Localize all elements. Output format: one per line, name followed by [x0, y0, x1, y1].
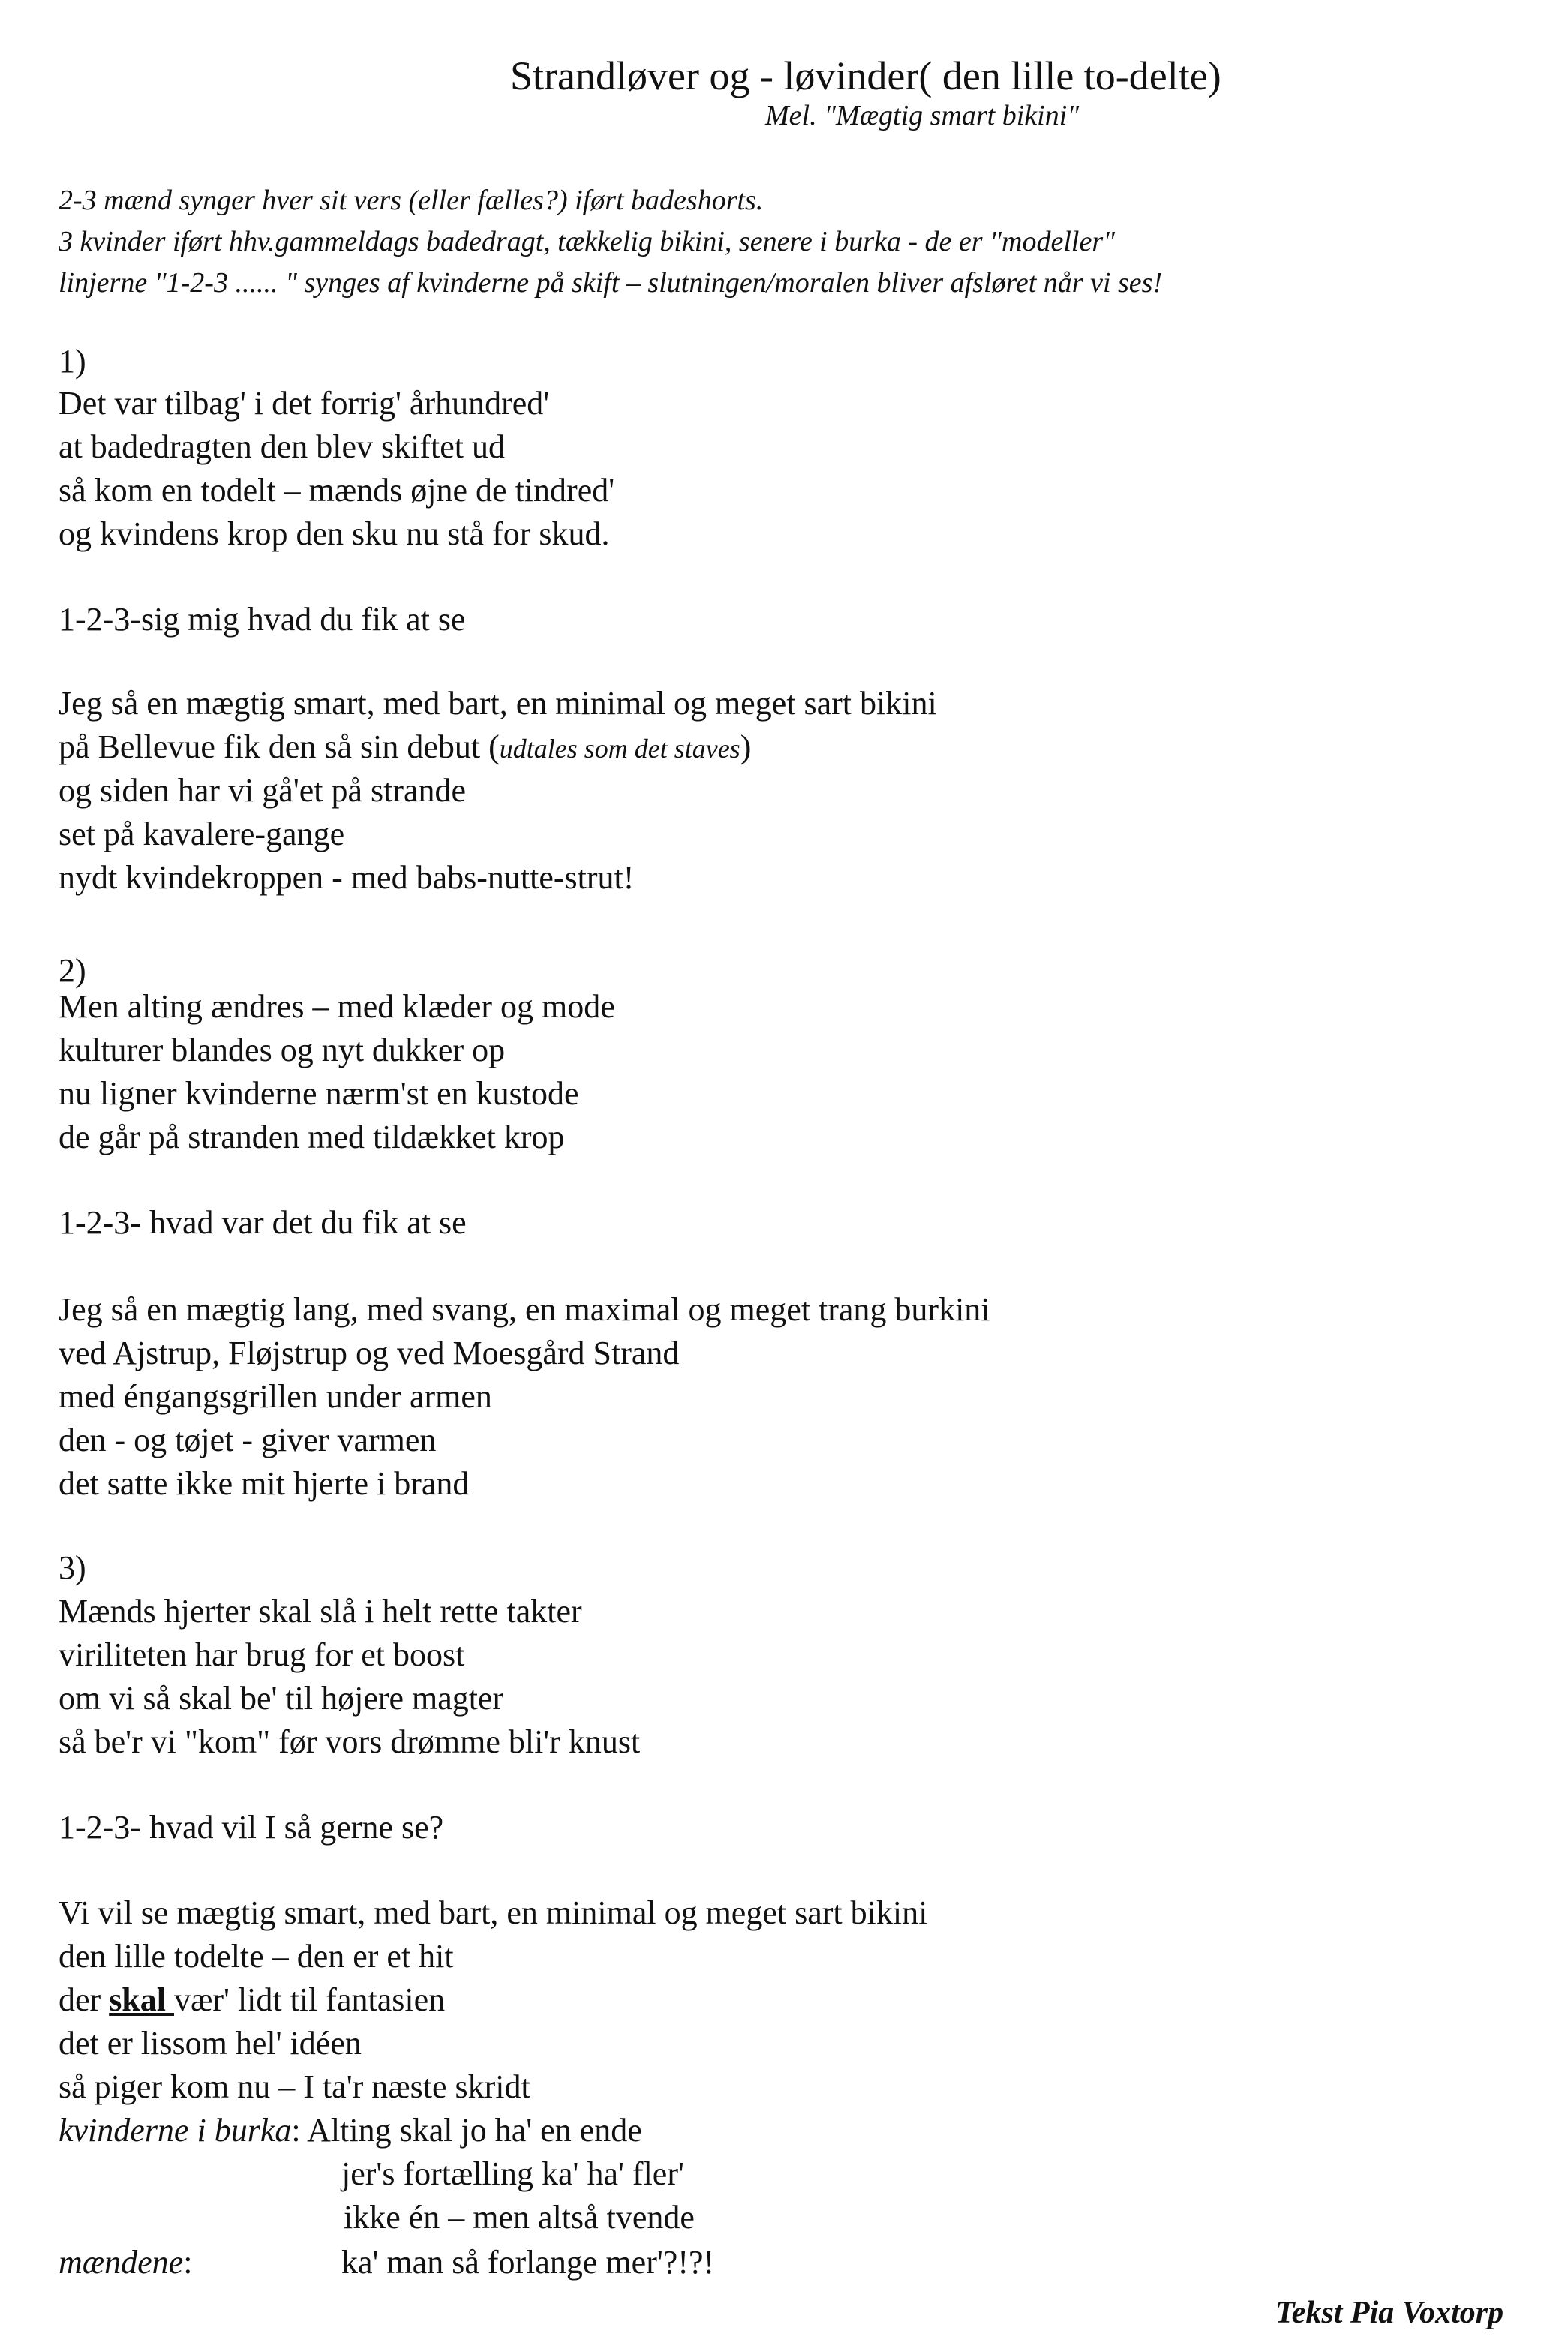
- verse-line: nu ligner kvinderne nærm'st en kustode: [59, 1075, 579, 1112]
- answer-line: der skal vær' lidt til fantasien: [59, 1981, 446, 2018]
- answer-line: det satte ikke mit hjerte i brand: [59, 1465, 470, 1502]
- answer-line: ved Ajstrup, Fløjstrup og ved Moesgård Strand: [59, 1335, 680, 1371]
- speaker-label: mændene:: [59, 2244, 193, 2281]
- answer-line: den lille todelte – den er et hit: [59, 1938, 454, 1975]
- verse-line: Men alting ændres – med klæder og mode: [59, 988, 615, 1025]
- answer-line: så piger kom nu – I ta'r næste skridt: [59, 2068, 530, 2105]
- answer-line: og siden har vi gå'et på strande: [59, 772, 467, 809]
- verse-line: Det var tilbag' i det forrig' århundred': [59, 385, 550, 422]
- call-line: 1-2-3- hvad vil I så gerne se?: [59, 1809, 444, 1846]
- pronunciation-note: udtales som det staves: [499, 734, 740, 764]
- verse-number: 2): [59, 952, 86, 989]
- verse-line: viriliteten har brug for et boost: [59, 1636, 465, 1673]
- verse-number: 1): [59, 343, 86, 380]
- verse-line: Mænds hjerter skal slå i helt rette takter: [59, 1593, 582, 1630]
- answer-line: Jeg så en mægtig lang, med svang, en maximal og meget trang burkini: [59, 1291, 990, 1328]
- answer-line: med éngangsgrillen under armen: [59, 1378, 492, 1415]
- answer-line: Jeg så en mægtig smart, med bart, en minimal og meget sart bikini: [59, 685, 937, 722]
- intro-line: linjerne "1-2-3 ...... " synges af kvinderne på skift – slutningen/moralen bliver afsløret når vi ses!: [59, 267, 1163, 299]
- emphasized-word: skal: [109, 1981, 175, 2018]
- intro-line: 2-3 mænd synger hver sit vers (eller fælles?) iført badeshorts.: [59, 185, 764, 216]
- verse-line: og kvindens krop den sku nu stå for skud.: [59, 515, 610, 552]
- answer-line: Vi vil se mægtig smart, med bart, en minimal og meget sart bikini: [59, 1894, 928, 1931]
- verse-line: de går på stranden med tildækket krop: [59, 1119, 565, 1155]
- speaker-label: kvinderne i burka: [59, 2112, 292, 2149]
- burka-line: jer's fortælling ka' ha' fler': [341, 2155, 684, 2192]
- call-line: 1-2-3- hvad var det du fik at se: [59, 1204, 467, 1241]
- answer-line: nydt kvindekroppen - med babs-nutte-strut!: [59, 859, 635, 896]
- author-credit: Tekst Pia Voxtorp: [1275, 2296, 1504, 2330]
- verse-number: 3): [59, 1549, 86, 1586]
- verse-line: så be'r vi "kom" før vors drømme bli'r knust: [59, 1723, 641, 1760]
- page-title: Strandløver og - løvinder( den lille to-delte): [510, 53, 1221, 98]
- verse-line: så kom en todelt – mænds øjne de tindred': [59, 472, 615, 509]
- answer-line: den - og tøjet - giver varmen: [59, 1422, 437, 1458]
- verse-line: kulturer blandes og nyt dukker op: [59, 1032, 506, 1068]
- verse-line: om vi så skal be' til højere magter: [59, 1680, 504, 1717]
- call-line: 1-2-3-sig mig hvad du fik at se: [59, 601, 466, 638]
- verse-line: at badedragten den blev skiftet ud: [59, 428, 506, 465]
- men-line: ka' man så forlange mer'?!?!: [341, 2244, 715, 2281]
- intro-line: 3 kvinder iført hhv.gammeldags badedragt, tækkelig bikini, senere i burka - de er "modeller": [59, 226, 1116, 257]
- answer-line: på Bellevue fik den så sin debut (udtales som det staves): [59, 728, 752, 765]
- burka-line: ikke én – men altså tvende: [344, 2199, 695, 2236]
- burka-line: kvinderne i burka: Alting skal jo ha' en ende: [59, 2112, 642, 2149]
- answer-line: set på kavalere-gange: [59, 816, 345, 852]
- melody-subtitle: Mel. "Mægtig smart bikini": [765, 100, 1080, 131]
- answer-line: det er lissom hel' idéen: [59, 2025, 362, 2062]
